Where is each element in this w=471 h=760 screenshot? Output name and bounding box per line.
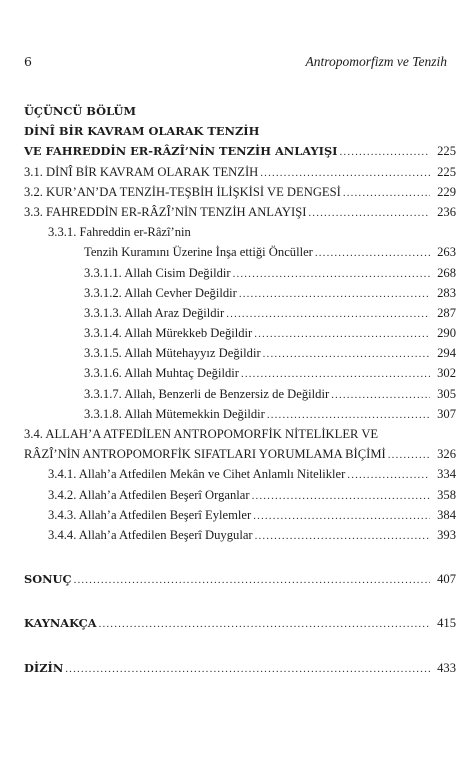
toc-entry-index [24, 658, 456, 678]
page-ref: 334 [437, 467, 456, 482]
page-ref: 393 [437, 527, 456, 542]
dot-leader [347, 465, 430, 485]
page-ref: 287 [437, 305, 456, 320]
toc-entry [24, 505, 456, 525]
toc-entry [24, 464, 456, 484]
spacer [24, 589, 456, 613]
dot-leader [254, 324, 430, 344]
page-ref: 307 [437, 406, 456, 421]
dot-leader [65, 659, 430, 679]
dot-leader [239, 284, 430, 304]
dot-leader [308, 203, 430, 223]
page-ref: 294 [437, 346, 456, 361]
spacer [24, 634, 456, 658]
dot-leader [255, 526, 430, 546]
page-ref: 415 [437, 616, 456, 631]
toc-entry [24, 384, 456, 404]
page-header [24, 54, 447, 70]
toc-entry-bibliography [24, 613, 456, 633]
page-ref: 433 [437, 660, 456, 675]
toc-entry [24, 283, 456, 303]
page-ref: 263 [437, 245, 456, 260]
entry-title: 3.3.1. Fahreddin er-Râzî’nin [48, 225, 191, 240]
toc-entry [24, 242, 456, 262]
dot-leader [315, 243, 430, 263]
page-ref: 326 [437, 447, 456, 462]
toc-entry [24, 323, 456, 343]
entry-title: 3.2. KUR’AN’DA TENZİH-TEŞBİH İLİŞKİSİ VE DENGESİ [24, 184, 341, 199]
toc-entry [24, 182, 456, 202]
dot-leader [263, 344, 430, 364]
spacer [24, 545, 456, 569]
part-title-row-2 [24, 141, 456, 161]
toc-entry-conclusion [24, 569, 456, 589]
entry-title: 3.4.1. Allah’a Atfedilen Mekân ve Cihet Anlamlı Nitelikler [48, 467, 346, 482]
part-label-row [24, 101, 456, 121]
dot-leader [241, 364, 430, 384]
dot-leader [260, 163, 430, 183]
entry-title: 3.3.1.8. Allah Mütemekkin Değildir [84, 406, 265, 421]
page-number: 6 [24, 54, 32, 69]
part-label: ÜÇÜNCÜ BÖLÜM [24, 104, 136, 118]
page-ref: 225 [437, 164, 456, 179]
page-ref: 407 [437, 572, 456, 587]
entry-title: Tenzih Kuramını Üzerine İnşa ettiği Öncüller [84, 245, 313, 260]
part-title-line-2: VE FAHREDDİN ER-RÂZÎ’NİN TENZİH ANLAYIŞI [24, 144, 338, 159]
entry-title: 3.4.4. Allah’a Atfedilen Beşerî Duygular [48, 527, 253, 542]
entry-title: 3.3.1.1. Allah Cisim Değildir [84, 265, 231, 280]
entry-title: 3.3.1.6. Allah Muhtaç Değildir [84, 366, 239, 381]
toc-entry [24, 363, 456, 383]
dot-leader [343, 183, 430, 203]
toc-entry [24, 202, 456, 222]
entry-title: 3.1. DİNÎ BİR KAVRAM OLARAK TENZİH [24, 164, 259, 179]
entry-title: 3.3.1.4. Allah Mürekkeb Değildir [84, 326, 253, 341]
page-ref: 305 [437, 386, 456, 401]
page-ref: 302 [437, 366, 456, 381]
entry-title: 3.3.1.3. Allah Araz Değildir [84, 305, 225, 320]
page-ref: 225 [437, 144, 456, 159]
entry-title: RÂZÎ’NİN ANTROPOMORFİK SIFATLARI YORUMLAMA BİÇİMİ [24, 447, 386, 462]
dot-leader [252, 486, 430, 506]
entry-title: 3.3. FAHREDDİN ER-RÂZÎ’NİN TENZİH ANLAYIŞI [24, 204, 307, 219]
entry-title: 3.4.3. Allah’a Atfedilen Beşerî Eylemler [48, 507, 252, 522]
dot-leader [267, 405, 430, 425]
page-ref: 290 [437, 326, 456, 341]
toc-entry [24, 162, 456, 182]
toc-entry [24, 303, 456, 323]
entry-title: KAYNAKÇA [24, 616, 97, 631]
dot-leader [99, 614, 430, 634]
dot-leader [233, 264, 430, 284]
toc-entry [24, 343, 456, 363]
entry-title: 3.4. ALLAH’A ATFEDİLEN ANTROPOMORFİK NİTELİKLER VE [24, 427, 379, 441]
toc-entry [24, 525, 456, 545]
toc-entry [24, 263, 456, 283]
page-ref: 229 [437, 184, 456, 199]
toc-entry [24, 444, 456, 464]
entry-title: 3.4.2. Allah’a Atfedilen Beşerî Organlar [48, 487, 250, 502]
page-ref: 268 [437, 265, 456, 280]
running-title: Antropomorfizm ve Tenzih [305, 54, 447, 69]
entry-title: 3.3.1.5. Allah Mütehayyız Değildir [84, 346, 261, 361]
entry-title: DİZİN [24, 660, 64, 675]
part-title-line-1: DİNÎ BİR KAVRAM OLARAK TENZİH [24, 124, 260, 139]
entry-title: SONUÇ [24, 572, 72, 587]
toc-entry [24, 404, 456, 424]
dot-leader [226, 304, 430, 324]
entry-title: 3.3.1.2. Allah Cevher Değildir [84, 285, 237, 300]
page-ref: 236 [437, 204, 456, 219]
entry-title: 3.3.1.7. Allah, Benzerli de Benzersiz de Değildir [84, 386, 330, 401]
dot-leader [253, 506, 430, 526]
toc-entry [24, 424, 456, 444]
part-title-row-1 [24, 121, 456, 141]
dot-leader [340, 142, 430, 162]
dot-leader [388, 445, 430, 465]
table-of-contents [24, 101, 456, 678]
page-ref: 358 [437, 487, 456, 502]
dot-leader [331, 385, 430, 405]
page-ref: 283 [437, 285, 456, 300]
toc-entry [24, 485, 456, 505]
page-ref: 384 [437, 507, 456, 522]
dot-leader [74, 570, 430, 590]
toc-entry [24, 222, 456, 242]
